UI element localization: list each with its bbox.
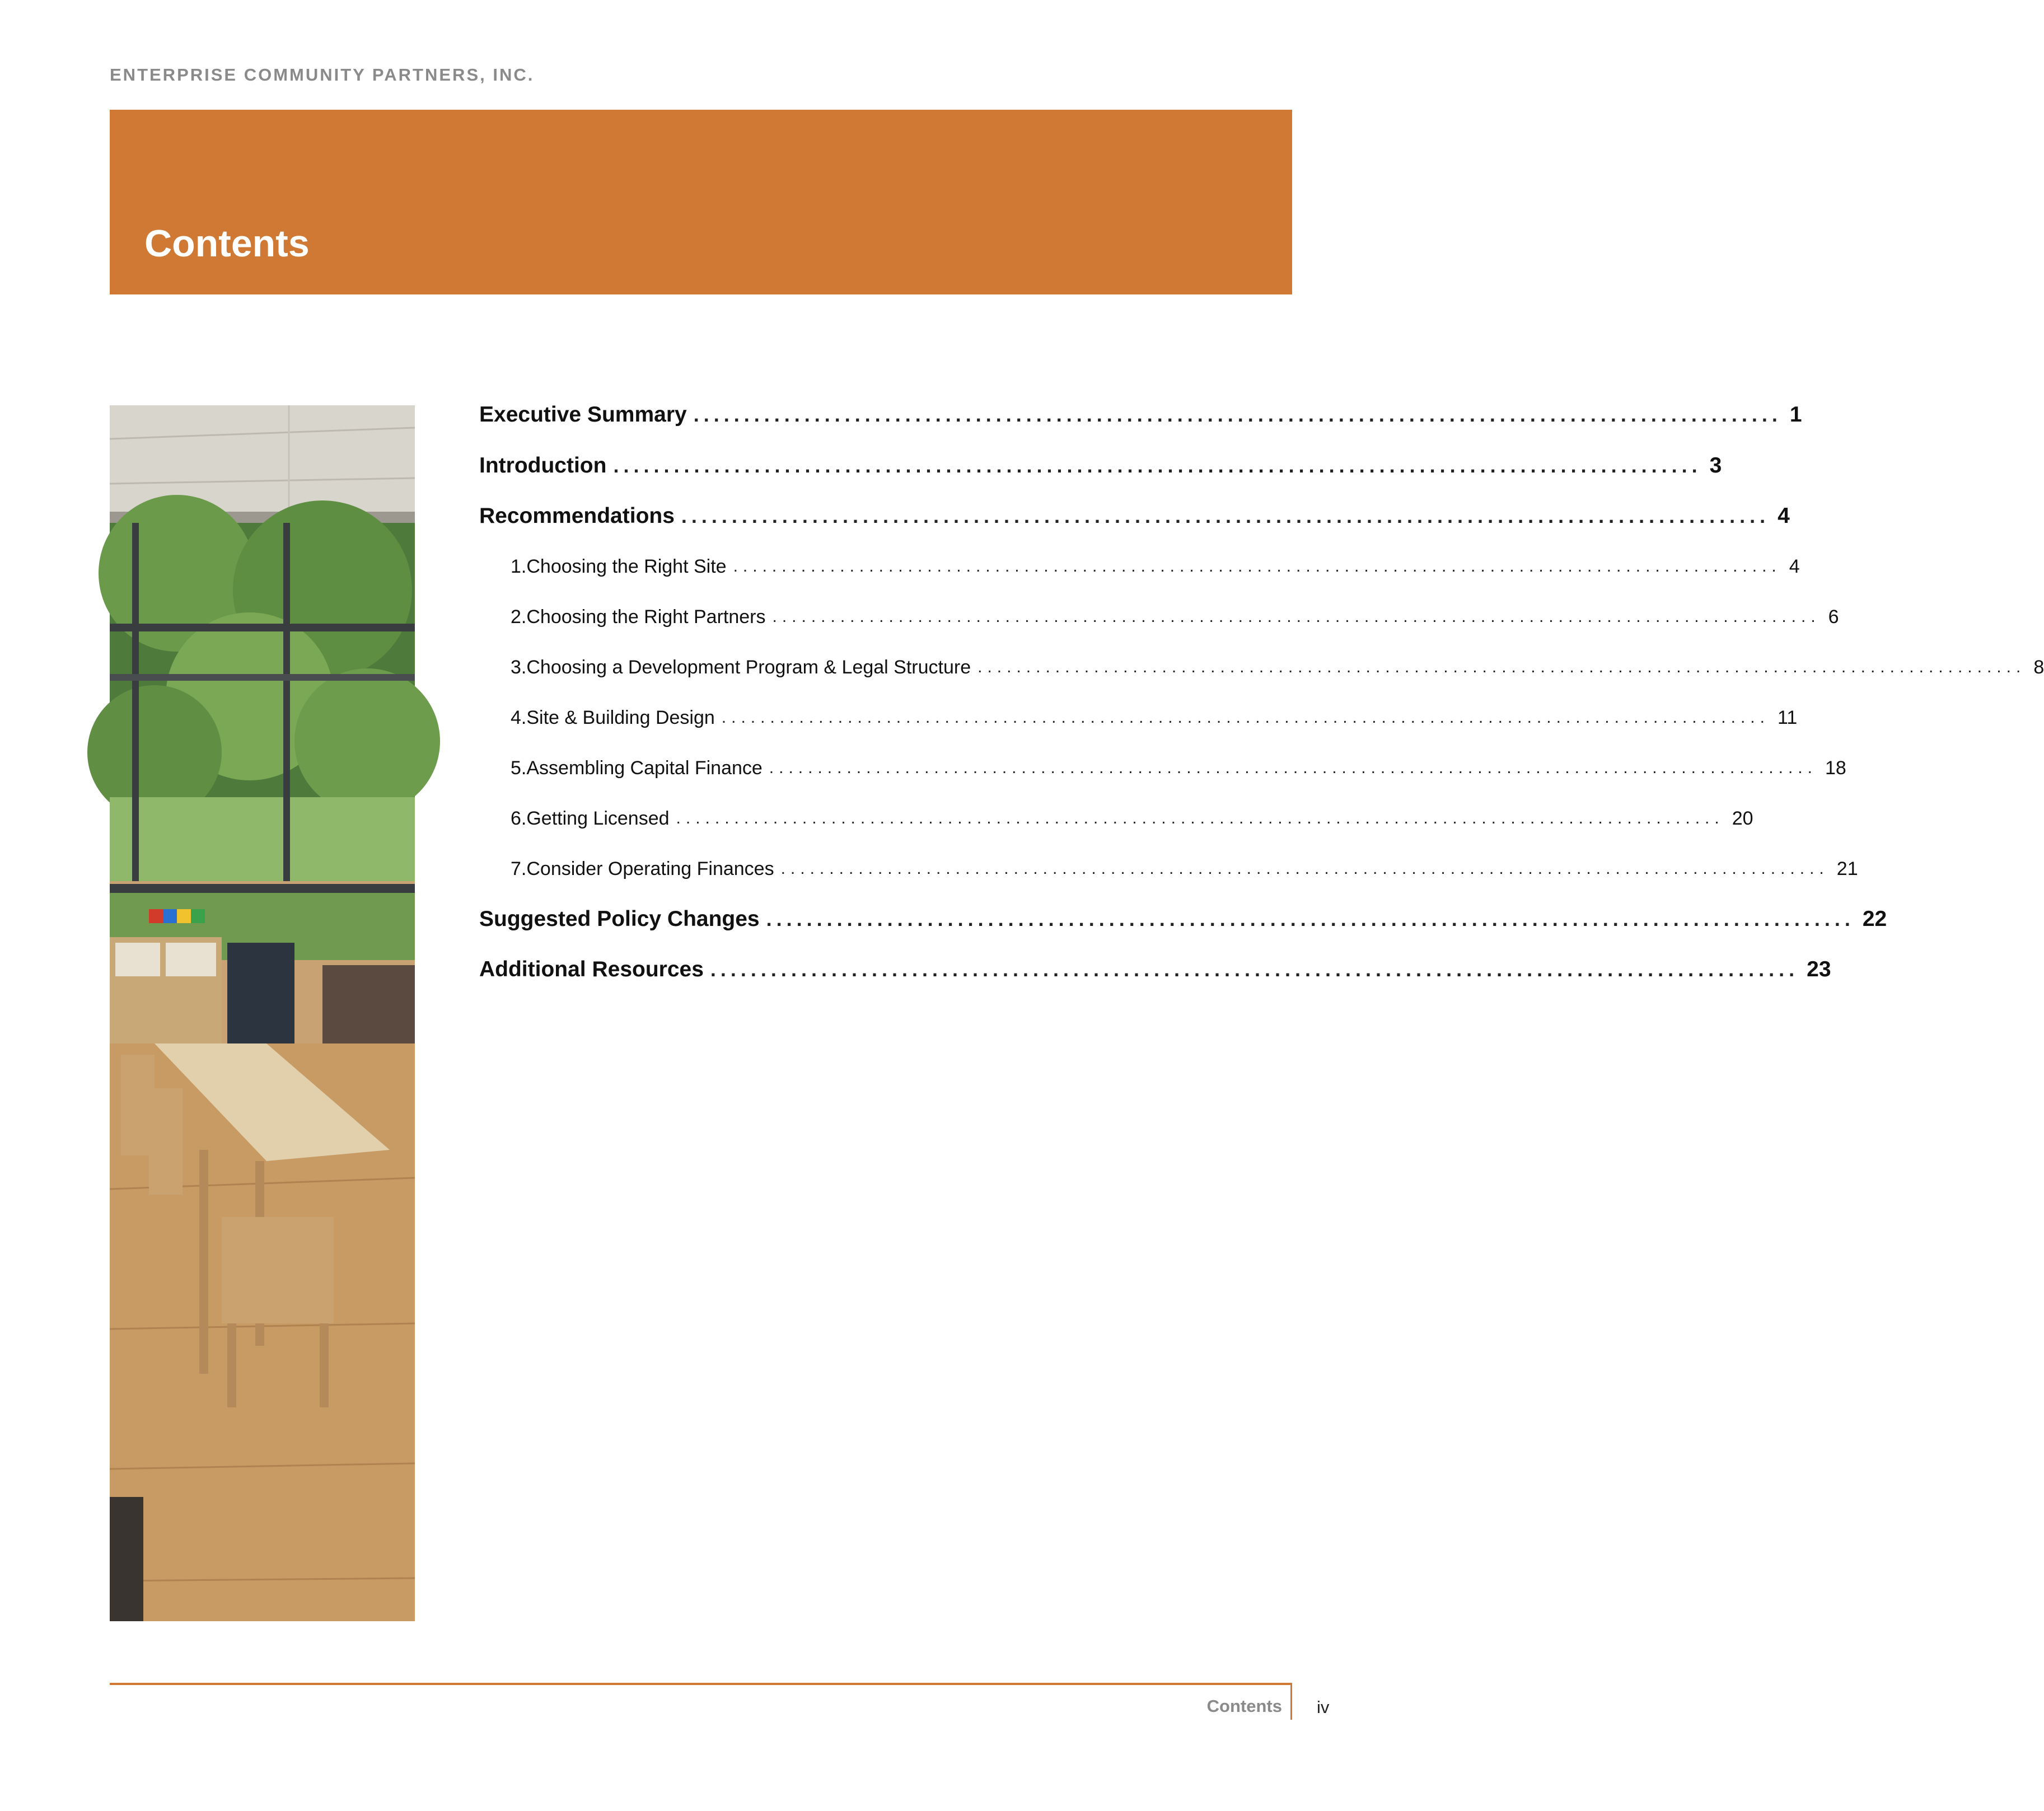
toc-page-number: 3 xyxy=(1709,453,1722,478)
toc-page-number: 8 xyxy=(2033,656,2044,678)
toc-entry-number: 6. xyxy=(511,807,527,829)
toc-dot-leader: ............................................................................................................ xyxy=(769,759,1817,777)
classroom-photo xyxy=(110,405,415,1621)
toc-entry-title: Executive Summary xyxy=(479,403,687,427)
toc-page-number: 18 xyxy=(1825,757,1846,779)
toc-entry-suggested-policy-changes[interactable] xyxy=(479,900,1887,939)
toc-page-number: 4 xyxy=(1789,555,1800,577)
toc-entry-title: Choosing the Right Site xyxy=(526,555,727,577)
toc-dot-leader: ............................................................................................................ xyxy=(710,958,1799,981)
toc-dot-leader: ............................................................................................................ xyxy=(676,809,1724,827)
toc-page-number: 22 xyxy=(1862,907,1887,931)
toc-entry-capital-finance[interactable] xyxy=(479,748,1846,788)
toc-dot-leader: ............................................................................................................ xyxy=(693,403,1782,426)
toc-dot-leader: ............................................................................................................ xyxy=(681,504,1770,527)
page-title: Contents xyxy=(144,222,310,265)
toc-page-number: 6 xyxy=(1828,606,1839,628)
toc-page-number: 23 xyxy=(1807,957,1831,981)
toc-dot-leader: ............................................................................................................ xyxy=(613,454,1702,477)
toc-entry-site-building-design[interactable] xyxy=(479,698,1798,737)
toc-entry-title: Choosing the Right Partners xyxy=(526,606,766,628)
toc-page-number: 21 xyxy=(1836,858,1858,879)
toc-entry-choosing-right-site[interactable] xyxy=(479,547,1800,586)
toc-entry-title: Introduction xyxy=(479,453,607,478)
footer-page-number: iv xyxy=(1317,1697,1330,1717)
toc-entry-number: 4. xyxy=(511,706,527,728)
toc-entry-number: 5. xyxy=(511,757,527,779)
toc-entry-title: Site & Building Design xyxy=(526,706,715,728)
toc-entry-choosing-right-partners[interactable] xyxy=(479,597,1839,637)
toc-dot-leader: ............................................................................................................ xyxy=(733,557,1781,575)
toc-entry-recommendations[interactable] xyxy=(479,497,1790,536)
toc-dot-leader: ............................................................................................................ xyxy=(766,907,1855,930)
toc-dot-leader: ............................................................................................................ xyxy=(721,708,1770,727)
toc-entry-title: Consider Operating Finances xyxy=(526,858,774,879)
toc-entry-getting-licensed[interactable] xyxy=(479,799,1753,838)
toc-entry-operating-finances[interactable] xyxy=(479,849,1858,888)
table-of-contents xyxy=(479,0,2044,1811)
toc-entry-number: 1. xyxy=(511,555,527,577)
toc-dot-leader: ............................................................................................................ xyxy=(977,658,2026,676)
toc-entry-executive-summary[interactable] xyxy=(479,395,1802,434)
toc-dot-leader: ............................................................................................................ xyxy=(780,859,1829,878)
toc-entry-title: Additional Resources xyxy=(479,957,704,981)
toc-entry-number: 2. xyxy=(511,606,527,628)
toc-entry-number: 7. xyxy=(511,858,527,879)
toc-entry-title: Choosing a Development Program & Legal Structure xyxy=(526,656,971,678)
toc-entry-number: 3. xyxy=(511,656,527,678)
toc-dot-leader: ............................................................................................................ xyxy=(772,607,1821,626)
footer-divider xyxy=(1290,1683,1292,1720)
toc-entry-development-program[interactable] xyxy=(479,648,2044,687)
toc-page-number: 4 xyxy=(1778,504,1790,528)
toc-entry-additional-resources[interactable] xyxy=(479,950,1831,989)
footer-section-label: Contents xyxy=(1206,1696,1282,1716)
toc-entry-introduction[interactable] xyxy=(479,446,1722,485)
toc-page-number: 20 xyxy=(1732,807,1753,829)
toc-entry-title: Getting Licensed xyxy=(526,807,670,829)
toc-page-number: 1 xyxy=(1789,403,1802,427)
toc-entry-title: Suggested Policy Changes xyxy=(479,907,760,931)
toc-entry-title: Assembling Capital Finance xyxy=(526,757,763,779)
organization-name: ENTERPRISE COMMUNITY PARTNERS, INC. xyxy=(110,65,535,85)
toc-entry-title: Recommendations xyxy=(479,504,675,528)
footer-rule xyxy=(110,1683,1292,1685)
toc-page-number: 11 xyxy=(1777,706,1798,728)
